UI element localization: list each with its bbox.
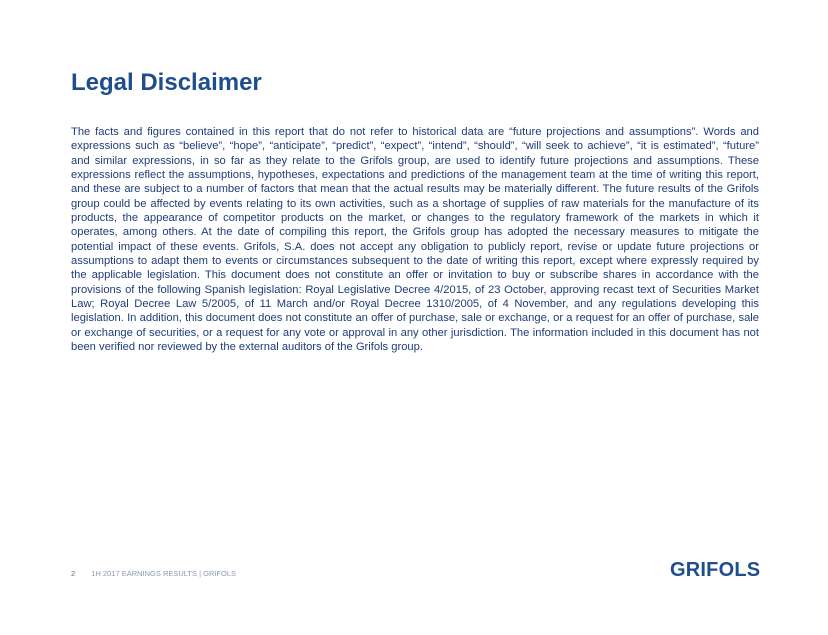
slide-footer bbox=[71, 569, 236, 579]
page-number: 2 bbox=[71, 569, 76, 578]
footer-caption: 1H 2017 EARNINGS RESULTS | GRIFOLS bbox=[91, 569, 237, 578]
slide-title: Legal Disclaimer bbox=[71, 69, 262, 96]
grifols-logo: GRIFOLS bbox=[670, 559, 761, 581]
disclaimer-text: The facts and figures contained in this report that do not refer to historical data are “future projections and assumptions”. Words and expressions such as “believe”, “hope”, “anticipate”, “predict”, “expect”, “intend”, “should”, “will seek to achieve”, “it is estimated”, “future” and similar expressions, in so far as they relate to the Grifols group, are used to identify future projections and assumptions. These expressions reflect the assumptions, hypotheses, expectations and predictions of the management team at the time of writing this report, and these are subject to a number of factors that mean that the actual results may be materially different. The future results of the Grifols group could be affected by events relating to its own activities, such as a shortage of supplies of raw materials for the manufacture of its products, the appearance of competitor products on the market, or changes to the regulatory framework of the markets in which it operates, among others. At the date of compiling this report, the Grifols group has adopted the necessary measures to mitigate the potential impact of these events. Grifols, S.A. does not accept any obligation to publicly report, revise or update future projections or assumptions to adapt them to events or circumstances subsequent to the date of writing this report, except where expressly required by the applicable legislation. This document does not constitute an offer or invitation to buy or subscribe shares in accordance with the provisions of the following Spanish legislation: Royal Legislative Decree 4/2015, of 23 October, approving recast text of Securities Market Law; Royal Decree Law 5/2005, of 11 March and/or Royal Decree 1310/2005, of 4 November, and any regulations developing this legislation. In addition, this document does not constitute an offer of purchase, sale or exchange, or a request for an offer of purchase, sale or exchange of securities, or a request for any vote or approval in any other jurisdiction. The information included in this document has not been verified nor reviewed by the external auditors of the Grifols group. bbox=[71, 126, 759, 354]
